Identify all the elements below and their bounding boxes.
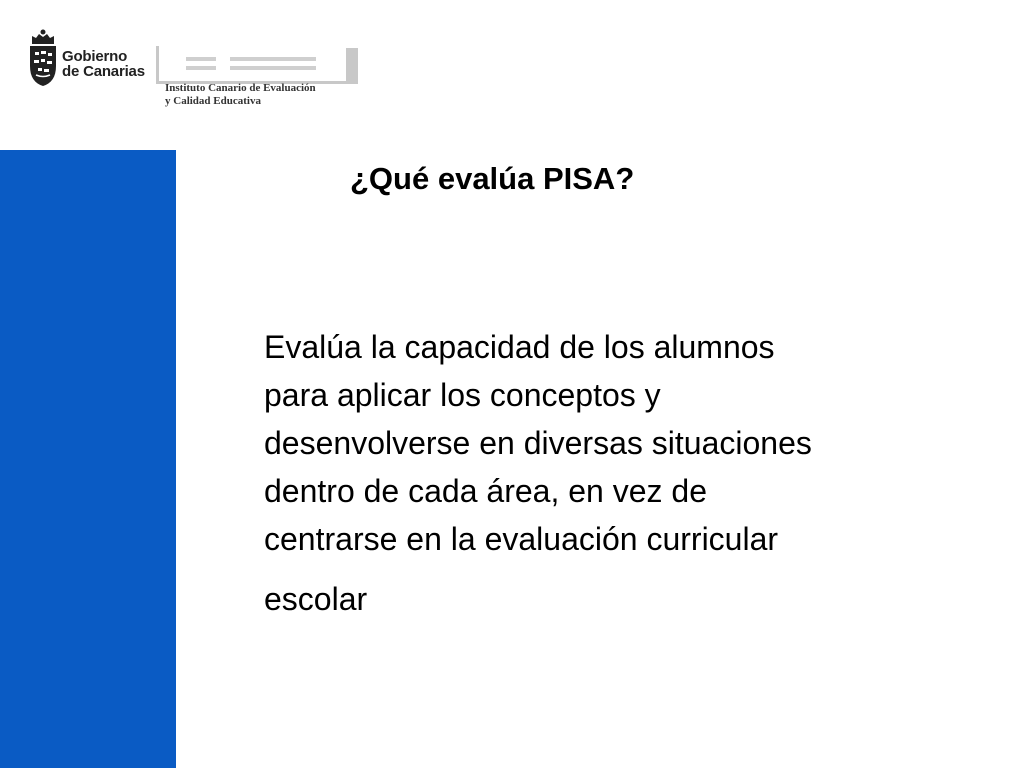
gobierno-de-canarias-logo <box>26 28 156 90</box>
body-line: para aplicar los conceptos y <box>264 377 661 413</box>
blue-sidebar-bar <box>0 150 176 768</box>
icec-wordmark <box>165 82 316 108</box>
icec-line1: Instituto Canario de Evaluación <box>165 82 316 94</box>
slide-body <box>264 323 964 623</box>
gov-name-line1: Gobierno <box>62 48 128 65</box>
slide-title: ¿Qué evalúa PISA? <box>350 161 635 196</box>
gov-name-line2: de Canarias <box>62 63 145 80</box>
icec-line2: y Calidad Educativa <box>165 95 261 107</box>
body-line: escolar <box>264 581 368 617</box>
body-line: centrarse en la evaluación curricular <box>264 521 779 557</box>
icec-logo <box>150 44 365 114</box>
coat-of-arms-icon <box>26 28 60 88</box>
body-line: desenvolverse en diversas situaciones <box>264 425 812 461</box>
body-line: Evalúa la capacidad de los alumnos <box>264 329 775 365</box>
gobierno-de-canarias-wordmark <box>62 49 145 79</box>
body-line: dentro de cada área, en vez de <box>264 473 707 509</box>
